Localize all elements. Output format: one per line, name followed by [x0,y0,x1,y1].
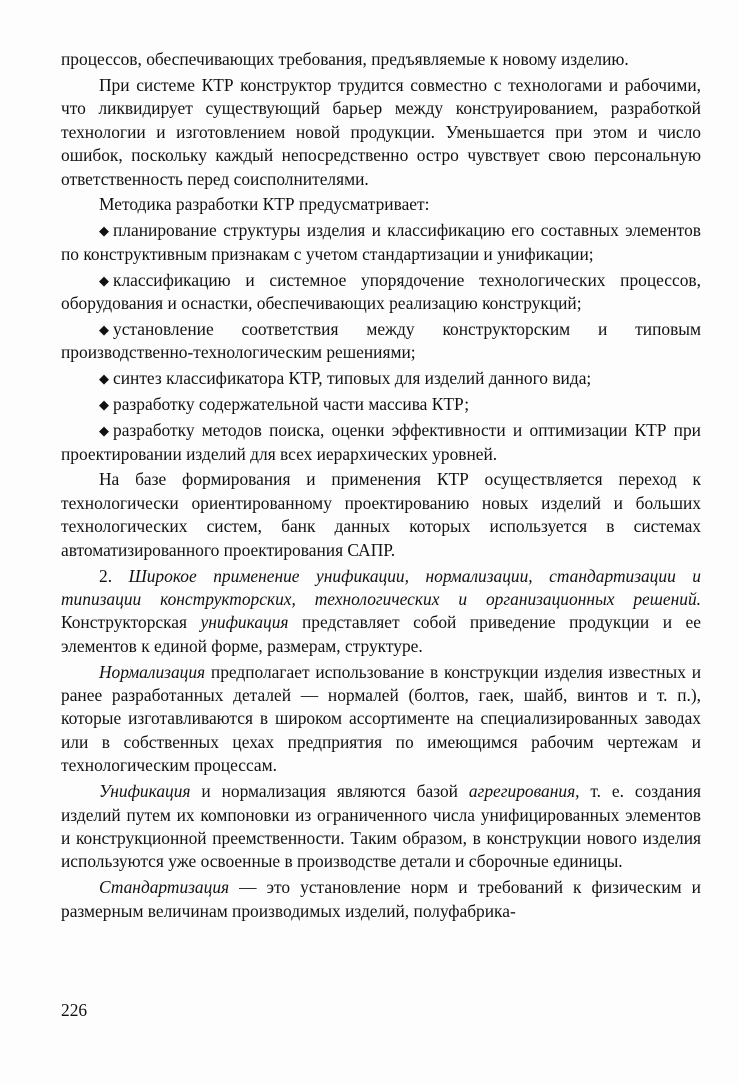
italic-term: Унификация [99,781,191,802]
paragraph [61,565,701,659]
bullet-item [61,219,701,266]
diamond-bullet-icon: ◆ [99,321,109,337]
italic-heading: Широкое применение унификации, нормализации, стандартизации и типизации конструкторских, технологических и организационных решений. [61,565,701,609]
paragraph: На базе формирования и применения КТР осуществляется переход к технологически ориентированному проектированию новых изделий и больших технологических систем, банк данных которых используется в системах автоматизированного проектирования САПР. [61,469,701,560]
italic-term: Нормализация [99,661,206,682]
bullet-item [61,318,701,365]
bullet-item [61,269,701,316]
text-run: т. е. создания изделий путем их компоновки из ограниченного числа унифицированных элементов и конструкционной преемственности. Таким образом, в конструкции нового изделия используются уже освоенные в производстве детали и сборочные единицы. [61,781,701,872]
bullet-text: классификацию и системное упорядочение технологических процессов, оборудования и оснастки, обеспечивающих реализацию конструкций; [61,269,701,314]
paragraph: процессов, обеспечивающих требования, предъявляемые к новому изделию. [61,49,629,69]
text-run: представляет собой приведение продукции и ее элементов к единой форме, размерам, структуре. [61,612,701,656]
bullet-text: установление соответствия между конструкторским и типовым производственно-технологическим решениями; [61,318,701,363]
paragraph: Методика разработки КТР предусматривает: [99,194,430,215]
paragraph [61,780,701,874]
paragraph [61,876,701,923]
paragraph [61,661,701,778]
diamond-bullet-icon: ◆ [99,223,109,239]
page-number: 226 [61,1000,88,1020]
text-run: и нормализация являются базой [201,781,458,802]
bullet-text: синтез классификатора КТР, типовых для изделий данного вида; [113,368,592,389]
diamond-bullet-icon: ◆ [99,397,109,413]
paragraph: При системе КТР конструктор трудится совместно с технологами и рабочими, что ликвидирует существующий барьер между конструированием, разработкой технологии и изготовлением новой продукции. Уменьшается при этом и число ошибок, поскольку каждый непосредственно остро чувствует свою персональную ответственность перед соисполнителями. [61,74,701,189]
bullet-item [61,419,701,466]
bullet-item [61,393,701,416]
bullet-text: планирование структуры изделия и классификацию его составных элементов по конструктивным признакам с учетом стандартизации и унификации; [61,220,701,264]
diamond-bullet-icon: ◆ [99,371,109,387]
bullet-item [61,367,701,390]
italic-term: унификация [200,612,289,633]
text-run: Конструкторская [61,612,188,633]
text-run: предполагает использование в конструкции изделия известных и ранее разработанных деталей — нормалей (болтов, гаек, шайб, винтов и т. п.), которые изготавливаются в широком ассортименте на специализированных заводах или в собственных цехах предприятия по имеющимся рабочим чертежам и технологическим процессам. [61,661,701,776]
diamond-bullet-icon: ◆ [99,423,109,439]
italic-term: Стандартизация [99,877,230,898]
bullet-text: разработку методов поиска, оценки эффективности и оптимизации КТР при проектировании изделий для всех иерархических уровней. [61,420,701,464]
bullet-text: разработку содержательной части массива КТР; [113,394,470,415]
text-run: — это установление норм и требований к физическим и размерным величинам производимых изделий, полуфабрика- [61,877,701,921]
diamond-bullet-icon: ◆ [99,272,109,288]
italic-term: агрегирования, [468,781,580,802]
item-number: 2. [99,565,113,586]
